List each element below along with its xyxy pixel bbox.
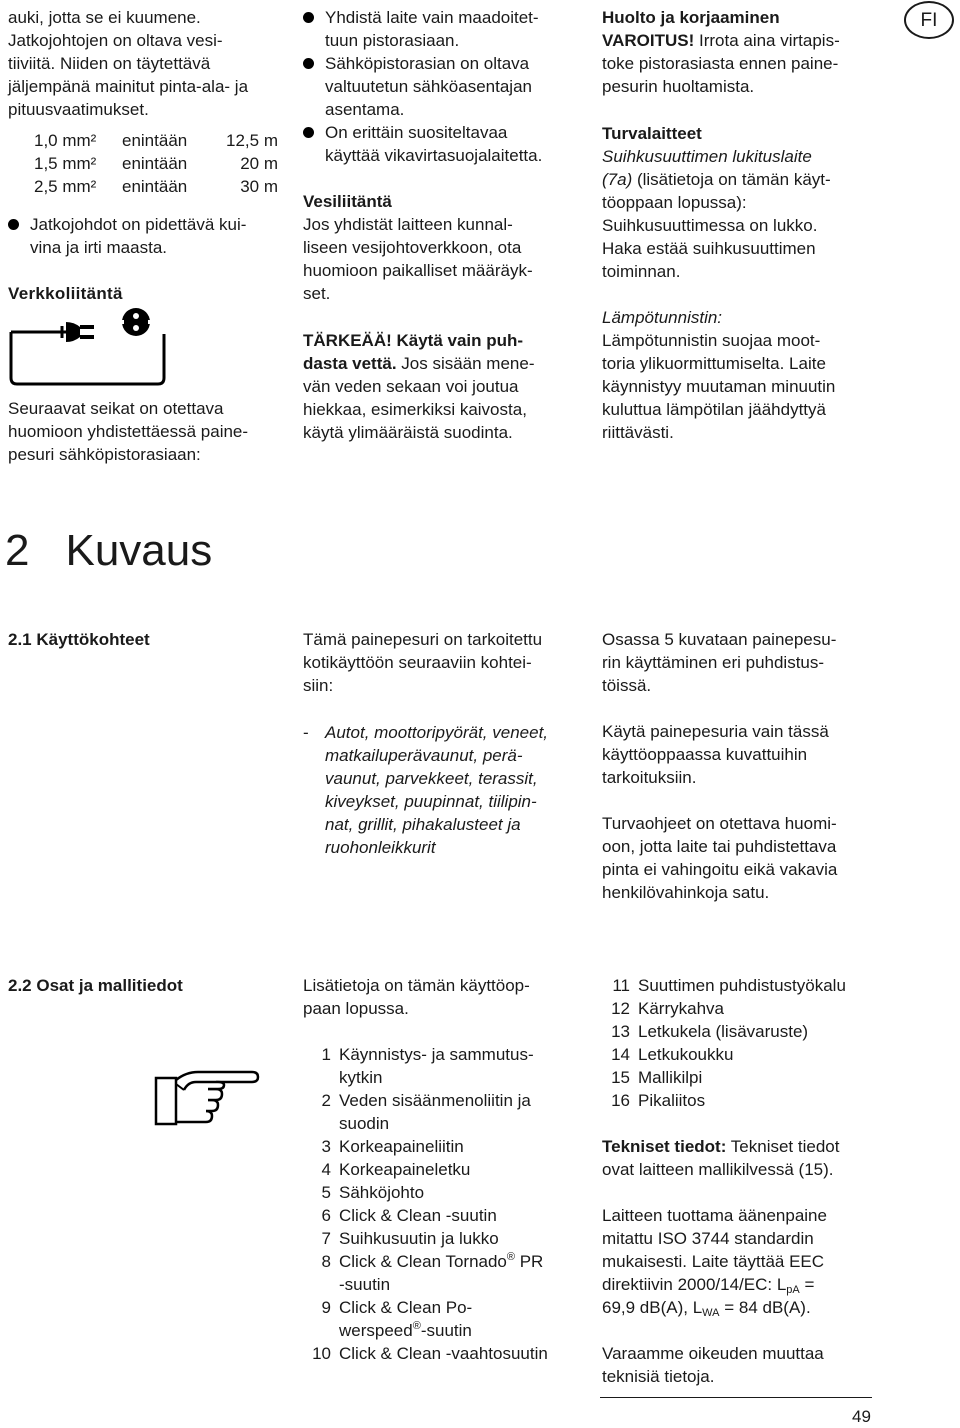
tech-label: Tekniset tiedot: [602,1137,727,1156]
warning-rest: Irrota aina virtapis- [694,31,840,50]
text-line: paan lopussa. [303,999,409,1018]
part-label: Veden sisäänmenoliitin ja [339,1091,531,1110]
part-label: Korkeapaineletku [339,1160,471,1179]
clean-water-warning [303,329,593,444]
lock-ref-rest: (lisätietoja on tämän käyt- [632,170,831,189]
subsection-number: 2.1 [8,630,32,649]
part-label-text: PR [515,1252,544,1271]
list-item [303,1342,593,1365]
part-number: 14 [611,1045,630,1064]
usage-notes [602,628,892,904]
part-label: Click & Clean -suutin [339,1206,497,1225]
part-number: 10 [312,1344,331,1363]
text-line: toria ylikuormittumiselta. Laite [602,354,826,373]
part-label: kytkin [339,1068,383,1087]
lock-ref: (7a) [602,170,633,189]
text-line: tarkoituksiin. [602,768,697,787]
text-line: Sähköpistorasian on oltava [325,54,530,73]
list-item [303,1089,593,1135]
text-line: vina ja irti maasta. [30,238,167,257]
text-line: valtuutetun sähköasentajan [325,77,532,96]
water-connection-section [303,190,593,305]
part-label: Letkukela (lisävaruste) [638,1022,809,1041]
text-line: kiveykset, puupinnat, tiilipin- [325,792,537,811]
registered-mark: ® [412,1320,421,1332]
text-line: töoppaan lopussa): [602,193,747,212]
text-line [602,1296,892,1319]
text-line: pituusvaatimukset. [8,100,149,119]
part-label [339,1319,593,1342]
list-item [602,1043,892,1066]
text-line: kotikäyttöön seuraaviin kohtei- [303,653,532,672]
text-line: vän veden sekaan voi joutua [303,377,519,396]
text-line [303,352,593,375]
footer-divider [600,1397,872,1398]
text-line [602,29,892,52]
part-label: Mallikilpi [638,1068,703,1087]
spec-row [34,175,284,198]
bullet-item [8,213,288,259]
warning-bold: dasta vettä. [303,354,397,373]
text-line: Jatkojohtojen on oltava vesi- [8,31,223,50]
language-badge-label: FI [920,9,938,31]
warning-line: TÄRKEÄÄ! Käytä vain puh- [303,331,524,350]
part-number: 3 [321,1137,331,1156]
text-line: henkilövahinkoja satu. [602,883,770,902]
part-label: Suuttimen puhdistustyökalu [638,976,846,995]
part-label: Click & Clean -vaahtosuutin [339,1344,548,1363]
text-line: auki, jotta se ei kuumene. [8,8,201,27]
list-item [303,1204,593,1227]
noise-subscript: WA [702,1307,720,1319]
spec-area: 1,0 mm² [34,131,97,150]
maintenance-section [602,6,892,98]
part-number: 12 [611,999,630,1018]
text-line: käytä ylimääräistä suodinta. [303,423,513,442]
list-item [602,974,892,997]
text-line [602,1135,892,1158]
list-item [303,1043,593,1089]
text-line: Tämä painepesuri on tarkoitettu [303,630,543,649]
noise-text: 69,9 dB(A), L [602,1298,703,1317]
text-line: mukaisesti. Laite täyttää EEC [602,1252,825,1271]
text-line: Osassa 5 kuvataan painepesu- [602,630,837,649]
bullet-dot-icon [303,127,314,138]
text-line: käyttöoppaassa kuvattuihin [602,745,808,764]
part-label: Pikaliitos [638,1091,706,1110]
subsection-title: Osat ja mallitiedot [36,976,183,995]
text-line: tuun pistorasiaan. [325,31,460,50]
text-line: nat, grillit, pihakalusteet ja [325,815,521,834]
part-label: Kärrykahva [638,999,724,1018]
text-line: kuluttua lämpötilan jäähdyttyä [602,400,826,419]
pointing-hand-icon [152,1064,260,1128]
text-line: käyttää vikavirtasuojalaitetta. [325,146,543,165]
thermo-section [602,306,892,444]
list-item [602,1066,892,1089]
text-line: ovat laitteen mallikilvessä (15). [602,1160,834,1179]
bullet-dot-icon [303,12,314,23]
part-label: -suutin [339,1275,391,1294]
text-line: teknisiä tietoja. [602,1367,715,1386]
heading-turvalaitteet: Turvalaitteet [602,124,702,143]
spec-label: enintään [122,177,188,196]
parts-intro [303,974,593,1020]
part-label: Letkukoukku [638,1045,734,1064]
bullet-item [303,121,593,167]
section-heading [5,526,212,576]
part-label: Click & Clean Po- [339,1298,473,1317]
text-line: mitattu ISO 3744 standardin [602,1229,814,1248]
part-label-text: Click & Clean Tornado [339,1252,507,1271]
text-line: riittävästi. [602,423,674,442]
text-line: Lisätietoja on tämän käyttöop- [303,976,530,995]
cable-spec-table [34,129,284,198]
text-line: töissä. [602,676,652,695]
text-line: pinta ei vahingoitu eikä vakavia [602,860,838,879]
subsection-title: Käyttökohteet [36,630,150,649]
list-item [303,1227,593,1250]
section-number: 2 [5,526,30,575]
spec-length: 20 m [240,154,278,173]
text-line: set. [303,284,331,303]
spec-length: 12,5 m [226,131,278,150]
part-number: 2 [321,1091,331,1110]
subsection-heading-2-1 [8,628,150,651]
text-line: On erittäin suositeltavaa [325,123,508,142]
list-dash: - [303,723,309,742]
text-line: Suihkusuuttimessa on lukko. [602,216,818,235]
text-line: rin käyttäminen eri puhdistus- [602,653,825,672]
text-line: Autot, moottoripyörät, veneet, [325,723,549,742]
text-line: huomioon paikalliset määräyk- [303,261,533,280]
text-line: Haka estää suihkusuuttimen [602,239,816,258]
text-line [602,168,892,191]
text-line: vaunut, parvekkeet, terassit, [325,769,538,788]
part-number: 16 [611,1091,630,1110]
bullet-item [303,52,593,121]
text-line: pesuri sähköpistorasiaan: [8,445,201,464]
part-number: 6 [321,1206,331,1225]
text-line: Jatkojohdot on pidettävä kui- [30,215,247,234]
text-line: oon, jotta laite tai puhdistettava [602,837,837,856]
noise-text: = [799,1275,815,1294]
part-label: Sähköjohto [339,1183,425,1202]
text-line: ruohonleikkurit [325,838,436,857]
list-item [303,1250,593,1296]
part-number: 5 [321,1183,331,1202]
text-line: tiiviitä. Niiden on täytettävä [8,54,211,73]
subsection-number: 2.2 [8,976,32,995]
part-label: Suihkusuutin ja lukko [339,1229,499,1248]
safety-devices-section [602,122,892,283]
bullet-item [303,6,593,52]
text-line: toiminnan. [602,262,681,281]
list-item [602,1020,892,1043]
part-label-text: werspeed [339,1321,413,1340]
text-line: Jos yhdistät laitteen kunnal- [303,215,513,234]
list-item [303,1296,593,1342]
list-item [303,1158,593,1181]
text-line: Yhdistä laite vain maadoitet- [325,8,539,27]
text-line: jäljempänä mainitut pinta-ala- ja [8,77,249,96]
text-line: Käytä painepesuria vain tässä [602,722,829,741]
spec-label: enintään [122,154,188,173]
technical-data [602,1135,892,1388]
spec-length: 30 m [240,177,278,196]
text-line: käynnistyy muutaman minuutin [602,377,836,396]
text-line: hiekkaa, esimerkiksi kaivosta, [303,400,527,419]
spec-area: 2,5 mm² [34,177,97,196]
warning-rest: Jos sisään mene- [396,354,535,373]
plug-icon [8,300,168,388]
text-line: matkailuperävaunut, perä- [325,746,523,765]
text-line: toke pistorasiasta ennen paine- [602,54,839,73]
heading-huolto: Huolto ja korjaaminen [602,8,780,27]
part-number: 4 [321,1160,331,1179]
text-line [602,1273,892,1296]
usage-list [303,721,593,859]
text-line: Varaamme oikeuden muuttaa [602,1344,824,1363]
part-number: 13 [611,1022,630,1041]
text-line: Laitteen tuottama äänenpaine [602,1206,827,1225]
part-number: 1 [321,1045,331,1064]
heading-verkkoliitanta: Verkkoliitäntä [8,284,123,303]
text-line: Seuraavat seikat on otettava [8,399,224,418]
bullet-dot-icon [8,219,19,230]
noise-text: = 84 dB(A). [719,1298,811,1317]
warning-label: VAROITUS! [602,31,695,50]
list-item [602,997,892,1020]
page-number: 49 [852,1407,871,1426]
language-badge [904,1,954,39]
thermo-title: Lämpötunnistin: [602,308,723,327]
part-number: 9 [321,1298,331,1317]
text-line: pesurin huoltamista. [602,77,755,96]
heading-vesiliitanta: Vesiliitäntä [303,192,392,211]
spec-label: enintään [122,131,188,150]
part-label-text: -suutin [420,1321,472,1340]
bullet-dot-icon [303,58,314,69]
part-number: 15 [611,1068,630,1087]
text-line: Lämpötunnistin suojaa moot- [602,331,821,350]
noise-text: direktiivin 2000/14/EC: L [602,1275,787,1294]
socket-intro [8,397,288,466]
list-item [602,1089,892,1112]
part-number: 7 [321,1229,331,1248]
spec-area: 1,5 mm² [34,154,97,173]
electrical-bullets [303,6,593,167]
spec-row [34,129,284,152]
spec-row [34,152,284,175]
list-item [303,1181,593,1204]
parts-list-left [303,1043,593,1365]
tech-rest: Tekniset tiedot [726,1137,840,1156]
part-label: Korkeapaineliitin [339,1137,464,1156]
text-line: siin: [303,676,334,695]
text-line: huomioon yhdistettäessä paine- [8,422,249,441]
part-label: Käynnistys- ja sammutus- [339,1045,534,1064]
lock-title: Suihkusuuttimen lukituslaite [602,147,812,166]
registered-mark: ® [506,1251,515,1263]
text-line: asentama. [325,100,405,119]
noise-subscript: pA [786,1284,800,1296]
parts-list-right [602,974,892,1112]
extension-cord-intro [8,6,288,121]
text-line: Turvaohjeet on otettava huomi- [602,814,837,833]
part-label: suodin [339,1114,390,1133]
usage-intro [303,628,593,697]
part-number: 11 [612,976,630,995]
text-line: liseen vesijohtoverkkoon, ota [303,238,522,257]
section-title: Kuvaus [65,526,213,575]
part-label [339,1250,593,1273]
part-number: 8 [321,1252,331,1271]
list-item [303,1135,593,1158]
subsection-heading-2-2 [8,974,183,997]
